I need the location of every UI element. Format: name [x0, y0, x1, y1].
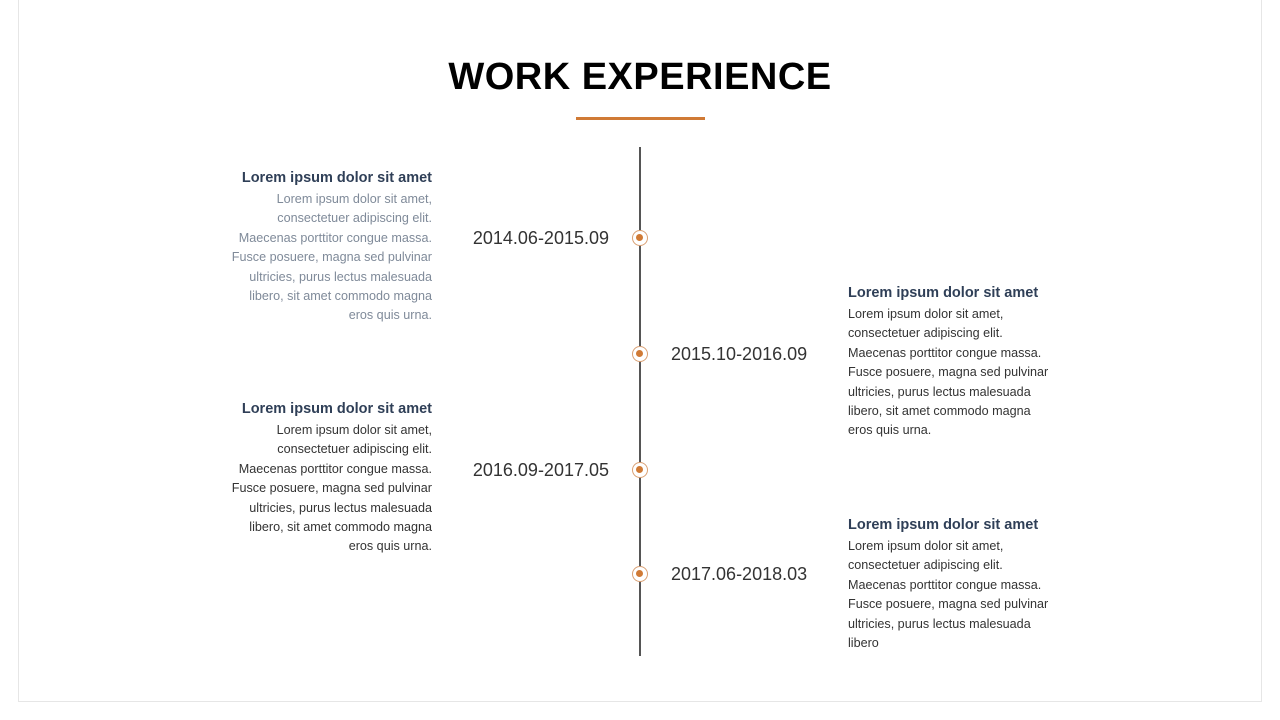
entry-description: Lorem ipsum dolor sit amet, consectetuer adipiscing elit. Maecenas porttitor congue massa. Fusce posuere, magna sed pulvinar ultricies, purus lectus malesuada libero, sit amet commodo magna eros quis urna.	[231, 423, 432, 554]
timeline-entry-4	[848, 516, 1064, 653]
entry-heading: Lorem ipsum dolor sit amet	[848, 285, 1039, 301]
entry-heading: Lorem ipsum dolor sit amet	[241, 170, 432, 186]
timeline-date-1: 2014.06-2015.09	[472, 228, 609, 248]
timeline-node-icon	[632, 230, 648, 246]
entry-heading: Lorem ipsum dolor sit amet	[848, 517, 1039, 533]
timeline-node-icon	[632, 346, 648, 362]
entry-description: Lorem ipsum dolor sit amet, consectetuer adipiscing elit. Maecenas porttitor congue massa. Fusce posuere, magna sed pulvinar ultricies, purus lectus malesuada libero	[848, 539, 1049, 651]
timeline-entry-3	[216, 400, 432, 557]
entry-description: Lorem ipsum dolor sit amet, consectetuer adipiscing elit. Maecenas porttitor congue massa. Fusce posuere, magna sed pulvinar ultricies, purus lectus malesuada libero, sit amet commodo magna eros quis urna.	[231, 192, 432, 323]
slide-title: WORK EXPERIENCE	[448, 56, 832, 98]
timeline-node-icon	[632, 462, 648, 478]
timeline-date-2: 2015.10-2016.09	[671, 344, 808, 364]
entry-description: Lorem ipsum dolor sit amet, consectetuer adipiscing elit. Maecenas porttitor congue massa. Fusce posuere, magna sed pulvinar ultricies, purus lectus malesuada libero, sit amet commodo magna eros quis urna.	[848, 307, 1049, 438]
timeline-date-4: 2017.06-2018.03	[671, 564, 808, 584]
title-underline	[576, 117, 705, 120]
timeline-date-3: 2016.09-2017.05	[472, 460, 609, 480]
timeline-node-icon	[632, 566, 648, 582]
timeline-entry-2	[848, 284, 1064, 441]
entry-heading: Lorem ipsum dolor sit amet	[241, 401, 432, 417]
timeline-entry-1	[216, 169, 432, 326]
